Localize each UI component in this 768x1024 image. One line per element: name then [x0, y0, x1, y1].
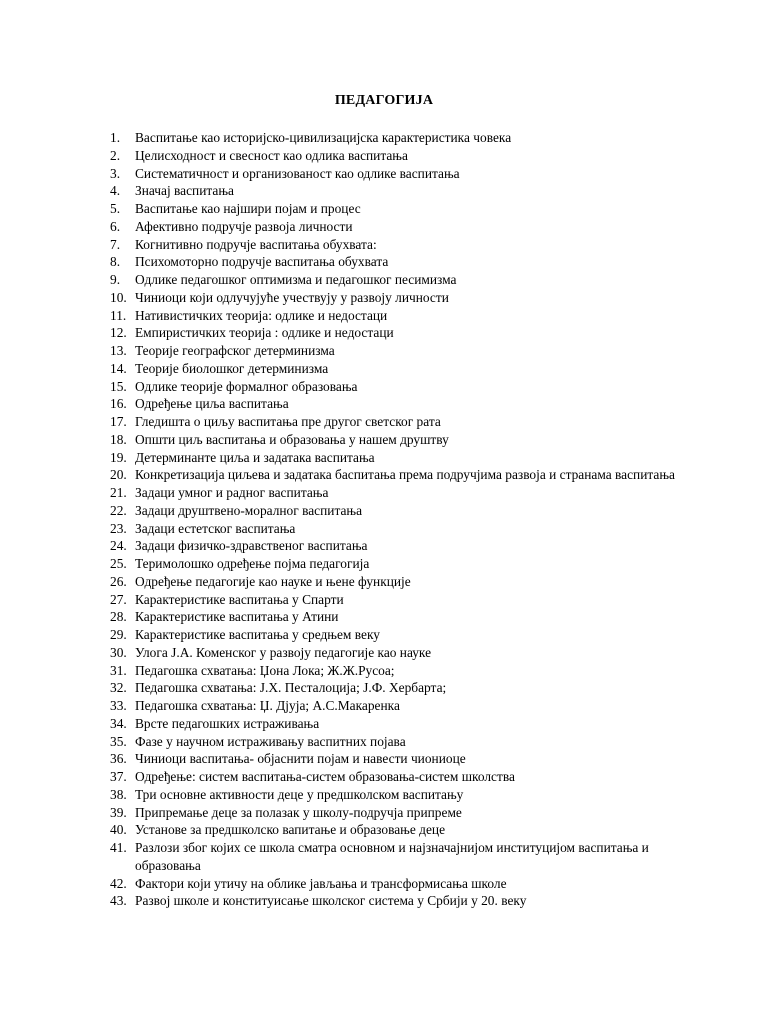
list-item-text: Развој школе и конституисање школског система у Србији у 20. веку: [135, 893, 527, 909]
list-item-text: Педагошка схватања: Џона Лока; Ж.Ж.Русоа;: [135, 662, 395, 678]
list-item: [110, 182, 690, 200]
list-item-text: Карактеристике васпитања у Спарти: [135, 591, 344, 607]
list-item-number: 35.: [110, 733, 127, 749]
list-item-number: 30.: [110, 644, 127, 660]
list-item-text: Задаци физичко-здравственог васпитања: [135, 538, 368, 554]
list-item-number: 36.: [110, 751, 127, 767]
list-item-number: 25.: [110, 556, 127, 571]
list-item: [110, 750, 690, 768]
list-item-text: Фазе у научном истраживању васпитних појава: [135, 733, 406, 749]
list-item-number: 26.: [110, 573, 127, 589]
list-item-text: Задаци умног и радног васпитања: [135, 485, 329, 500]
list-item-number: 24.: [110, 538, 127, 554]
list-item: [110, 573, 690, 591]
list-item-text: Општи циљ васпитања и образовања у нашем друштву: [135, 431, 449, 447]
list-item-number: 6.: [110, 218, 121, 234]
list-item-number: 19.: [110, 449, 127, 465]
list-item: [110, 626, 690, 644]
list-item-number: 21.: [110, 485, 127, 500]
list-item: [110, 786, 690, 804]
list-item-text: Теорије биолошког детерминизма: [135, 360, 329, 376]
list-item-text: Фактори који утичу на облике јављања и трансформисања школе: [135, 875, 507, 891]
list-item: [110, 200, 690, 218]
list-item-number: 31.: [110, 662, 127, 678]
list-item: [110, 644, 690, 662]
list-item-number: 14.: [110, 360, 127, 376]
list-item-text: Афективно подручје развоја личности: [135, 218, 353, 234]
list-item-number: 32.: [110, 680, 127, 696]
list-item: [110, 697, 690, 715]
list-item-text: Когнитивно подручје васпитања обухвата:: [135, 236, 377, 252]
list-item: [110, 555, 690, 573]
list-item-text: Одлике теорије формалног образовања: [135, 378, 358, 394]
list-item: [110, 218, 690, 236]
list-item-number: 22.: [110, 502, 127, 518]
list-item-number: 13.: [110, 343, 127, 358]
list-item: [110, 484, 690, 502]
list-item-text: Припремање деце за полазак у школу-подручја припреме: [135, 804, 462, 820]
list-item-text: Значај васпитања: [135, 183, 234, 199]
list-item: [110, 804, 690, 822]
list-item: [110, 271, 690, 289]
topic-list: [110, 129, 690, 910]
list-item-text: Систематичност и организованост као одлике васпитања: [135, 165, 460, 181]
list-item-text: Целисходност и свесност као одлика васпитања: [135, 147, 408, 163]
list-item: [110, 537, 690, 555]
list-item-text: Емпиристичких теорија : одлике и недостаци: [135, 325, 394, 341]
list-item-text: Три основне активности деце у предшколском васпитању: [135, 786, 464, 802]
list-item-text: Установе за предшколско вапитање и образовање деце: [135, 822, 446, 838]
list-item: [110, 360, 690, 378]
list-item-text: Педагошка схватања: Џ. Дјуја; А.С.Макаренка: [135, 698, 400, 713]
list-item: [110, 715, 690, 733]
list-item-number: 23.: [110, 520, 127, 536]
list-item-text: Карактеристике васпитања у Атини: [135, 609, 339, 625]
list-item-number: 10.: [110, 289, 127, 305]
list-item-number: 37.: [110, 769, 127, 784]
list-item-number: 27.: [110, 591, 127, 607]
list-item-text: Детерминанте циља и задатака васпитања: [135, 449, 375, 465]
list-item: [110, 413, 690, 431]
list-item: [110, 768, 690, 786]
list-item: [110, 378, 690, 396]
list-item: [110, 253, 690, 271]
list-item-text: Одређење циља васпитања: [135, 396, 289, 412]
list-item: [110, 839, 690, 875]
list-item-text: Одређење педагогије као науке и њене функције: [135, 573, 411, 589]
list-item-text: Разлози због којих се школа сматра основном и најзначајнијом институцијом васпитања и образовања: [135, 840, 649, 873]
list-item-text: Улога Ј.А. Коменског у развоју педагогије као науке: [135, 644, 432, 660]
list-item: [110, 307, 690, 325]
list-item-number: 7.: [110, 236, 121, 252]
list-item: [110, 466, 690, 484]
list-item-text: Васпитање као историјско-цивилизацијска карактеристика човека: [135, 130, 512, 145]
list-item: [110, 147, 690, 165]
list-item-text: Гледишта о циљу васпитања пре другог светског рата: [135, 414, 441, 429]
list-item-number: 20.: [110, 467, 127, 483]
list-item-text: Теорије географског детерминизма: [135, 343, 335, 358]
list-item-text: Нативистичких теорија: одлике и недостаци: [135, 307, 388, 323]
list-item-text: Задаци друштвено-моралног васпитања: [135, 502, 363, 518]
list-item: [110, 875, 690, 893]
list-item-text: Карактеристике васпитања у средњем веку: [135, 627, 380, 642]
list-item: [110, 520, 690, 538]
list-item-text: Психомоторно подручје васпитања обухвата: [135, 254, 389, 270]
list-item: [110, 289, 690, 307]
list-item-number: 40.: [110, 822, 127, 838]
list-item-number: 41.: [110, 840, 127, 855]
list-item: [110, 679, 690, 697]
list-item-number: 16.: [110, 396, 127, 412]
list-item-number: 8.: [110, 254, 121, 270]
list-item-number: 28.: [110, 609, 127, 625]
list-item-number: 3.: [110, 165, 121, 181]
list-item: [110, 129, 690, 147]
list-item-number: 39.: [110, 804, 127, 820]
list-item-number: 17.: [110, 414, 127, 429]
list-item-number: 5.: [110, 201, 121, 216]
list-item-text: Чиниоци који одлучујуће учествују у развоју личности: [135, 289, 449, 305]
list-item-text: Одређење: систем васпитања-систем образовања-систем школства: [135, 769, 515, 784]
list-item-text: Врсте педагошких истраживања: [135, 715, 320, 731]
list-item: [110, 395, 690, 413]
list-item-number: 33.: [110, 698, 127, 713]
list-item: [110, 342, 690, 360]
list-item: [110, 608, 690, 626]
list-item-number: 18.: [110, 431, 127, 447]
list-item: [110, 324, 690, 342]
list-item-number: 12.: [110, 325, 127, 341]
list-item-number: 9.: [110, 272, 121, 287]
document-title: ПЕДАГОГИЈА: [334, 93, 434, 108]
list-item: [110, 449, 690, 467]
list-item-number: 2.: [110, 147, 121, 163]
list-item-text: Теримолошко одређење појма педагогија: [135, 556, 370, 571]
list-item: [110, 236, 690, 254]
list-item-text: Чиниоци васпитања- објаснити појам и навести чиониоце: [135, 751, 466, 767]
list-item-text: Задаци естетског васпитања: [135, 520, 296, 536]
list-item-text: Одлике педагошког оптимизма и педагошког песимизма: [135, 272, 457, 287]
list-item: [110, 165, 690, 183]
list-item-text: Педагошка схватања: Ј.Х. Песталоција; Ј.Ф. Хербарта;: [135, 680, 447, 696]
list-item: [110, 502, 690, 520]
list-item-number: 29.: [110, 627, 127, 642]
list-item-number: 11.: [110, 307, 127, 323]
list-item: [110, 892, 690, 910]
list-item-number: 1.: [110, 130, 121, 145]
list-item-text: Васпитање као најшири појам и процес: [135, 201, 361, 216]
list-item: [110, 733, 690, 751]
list-item-number: 38.: [110, 786, 127, 802]
list-item: [110, 431, 690, 449]
list-item-number: 42.: [110, 875, 127, 891]
list-item-number: 15.: [110, 378, 127, 394]
list-item: [110, 662, 690, 680]
list-item-number: 4.: [110, 183, 121, 199]
list-item-number: 43.: [110, 893, 127, 909]
list-item-number: 34.: [110, 715, 127, 731]
list-item: [110, 821, 690, 839]
list-item: [110, 591, 690, 609]
list-item-text: Конкретизација циљева и задатака баспитања према подручјима развоја и странама васпитања: [135, 467, 675, 483]
